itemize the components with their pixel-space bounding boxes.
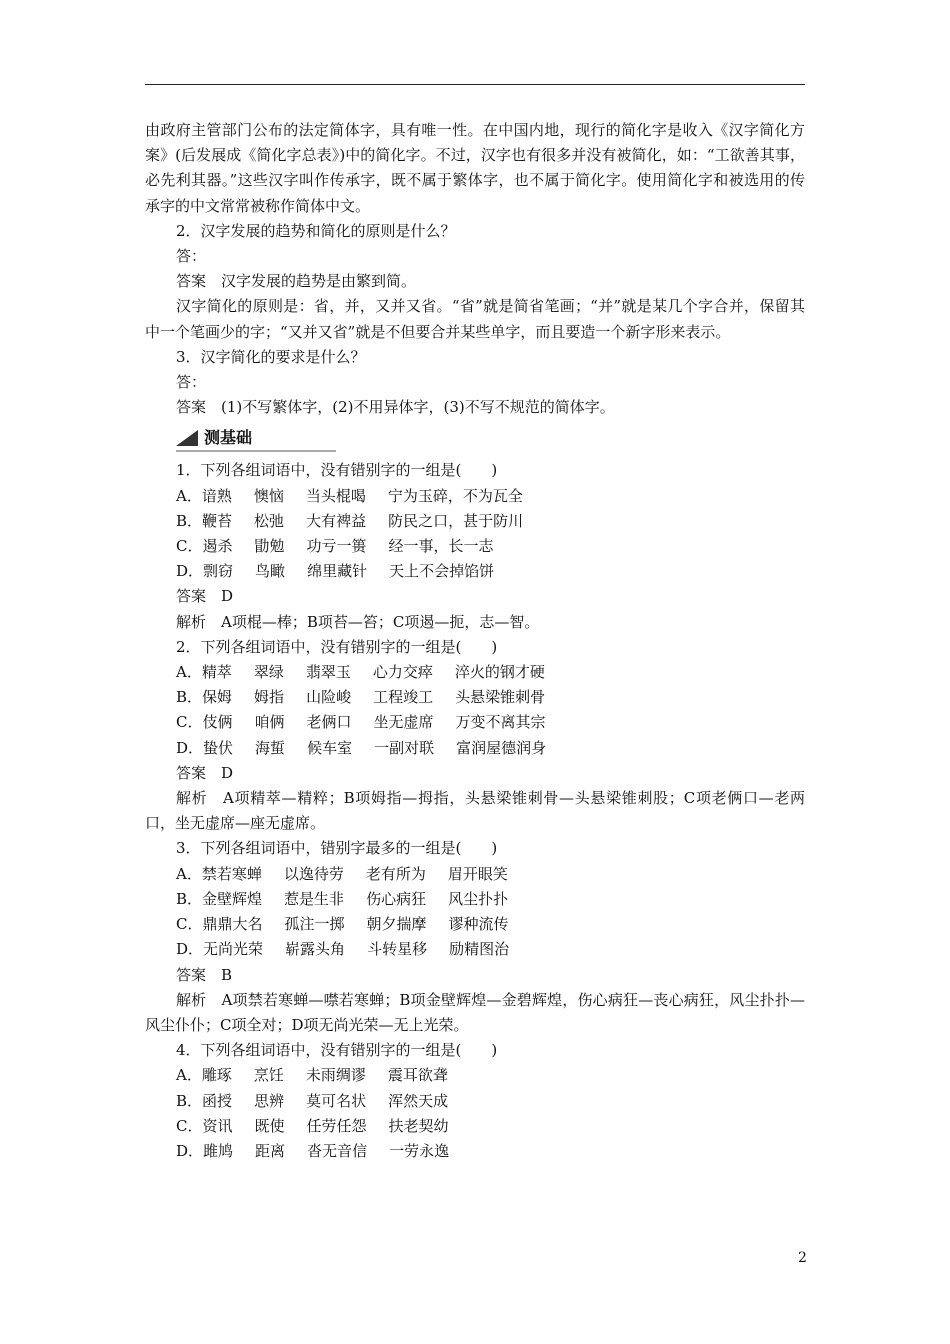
option-word: 雎鸠: [203, 1141, 234, 1160]
option-word: 惹是生非: [284, 889, 345, 908]
option-word: 翡翠玉: [305, 663, 351, 682]
exercise-question: 4．下列各组词语中，没有错别字的一组是( ): [176, 1041, 498, 1060]
option-word: 老有所为: [365, 864, 426, 883]
option-word: 保姆: [202, 688, 233, 707]
option-word: 伤心病狂: [366, 889, 427, 908]
exercise-option: [145, 710, 805, 735]
exercise-option: [145, 1063, 805, 1088]
option-word: 翠绿: [253, 663, 284, 682]
page-content: [145, 118, 805, 1164]
option-letter: D．: [176, 1141, 204, 1160]
option-word: 头悬梁锥刺骨: [455, 688, 546, 707]
exercise-option: [145, 1089, 805, 1114]
option-word: 绵里藏针: [307, 562, 368, 581]
option-word: 金壁辉煌: [202, 889, 263, 908]
option-word: 未雨绸谬: [305, 1066, 366, 1085]
option-word: 功亏一篑: [306, 537, 367, 556]
exercise-option: [145, 660, 805, 685]
exercise-option: [145, 736, 805, 761]
option-word: 资讯: [202, 1116, 233, 1135]
option-word: 遏杀: [202, 537, 233, 556]
exercise-list: [145, 458, 805, 1164]
option-word: 坐无虚席: [373, 713, 434, 732]
exercise-option: [145, 509, 805, 534]
q2-question: 2．汉字发展的趋势和简化的原则是什么？: [176, 221, 456, 240]
option-word: 蛰伏: [203, 738, 234, 757]
option-word: 孤注一掷: [284, 915, 345, 934]
option-word: 精萃: [201, 663, 232, 682]
intro-paragraph: 由政府主管部门公布的法定简体字，具有唯一性。在中国内地，现行的简化字是收入《汉字简化方案》(后发展成《简化字总表》)中的简化字。不过，汉字也有很多并没有被简化，如：“工欲善其事，必先利其器。”这些汉字叫作传承字，既不属于繁体字，也不属于简化字。使用简化字和被选用的传承字的中文常常被称作简体中文。: [145, 121, 805, 215]
q2-answer-prompt: 答：: [176, 247, 207, 266]
q3-answer: 答案 (1)不写繁体字，(2)不用异体字，(3)不写不规范的简体字。: [176, 398, 615, 417]
option-letter: A．: [176, 486, 202, 505]
option-letter: A．: [176, 663, 202, 682]
option-word: 震耳欲聋: [387, 1066, 448, 1085]
option-letter: B．: [176, 889, 203, 908]
section-underline: [176, 450, 336, 452]
option-word: 工程竣工: [373, 688, 434, 707]
exercise-answer: 答案 D: [176, 763, 234, 782]
option-word: 山险峻: [306, 688, 352, 707]
exercise-option: [145, 534, 805, 559]
exercise-question: 2．下列各组词语中，没有错别字的一组是( ): [176, 637, 498, 656]
option-word: 沓无音信: [307, 1141, 368, 1160]
exercise-option: [145, 1114, 805, 1139]
option-word: 谬种流传: [448, 915, 509, 934]
option-letter: B．: [176, 688, 203, 707]
exercise-question: 1．下列各组词语中，没有错别字的一组是( ): [176, 461, 498, 480]
exercise-option: [145, 685, 805, 710]
option-letter: A．: [176, 864, 202, 883]
option-word: 朝夕揣摩: [366, 915, 427, 934]
option-word: 姆指: [254, 688, 285, 707]
q3-answer-prompt: 答：: [176, 373, 207, 392]
option-letter: D．: [176, 562, 204, 581]
exercise-analysis: 解析 A项精萃—精粹；B项姆指—拇指，头悬梁锥刺骨—头悬梁锥刺股；C项老俩口—老两口，坐无虚席—座无虚席。: [145, 789, 805, 833]
exercise-question: 3．下列各组词语中，错别字最多的一组是( ): [176, 839, 498, 858]
option-word: 伎俩: [202, 713, 233, 732]
exercise-option: [145, 887, 805, 912]
option-word: 剽窃: [203, 562, 234, 581]
triangle-icon: [176, 430, 198, 446]
option-word: 浑然天成: [388, 1091, 449, 1110]
exercise-answer: 答案 D: [176, 587, 234, 606]
option-letter: C．: [176, 915, 203, 934]
option-word: 勖勉: [254, 537, 285, 556]
exercise-option: [145, 484, 805, 509]
option-word: 经一事，长一志: [388, 537, 494, 556]
option-word: 当头棍喝: [305, 486, 366, 505]
option-letter: A．: [176, 1066, 202, 1085]
option-word: 候车室: [307, 738, 353, 757]
option-letter: C．: [176, 537, 203, 556]
option-word: 无尚光荣: [203, 940, 264, 959]
option-word: 懊恼: [253, 486, 284, 505]
option-word: 松弛: [254, 511, 285, 530]
option-word: 富润屋德润身: [456, 738, 547, 757]
option-word: 一副对联: [374, 738, 435, 757]
option-word: 任劳任怨: [306, 1116, 367, 1135]
exercise-option: [145, 937, 805, 962]
option-word: 谙熟: [201, 486, 232, 505]
exercise-analysis: 解析 A项棍—棒；B项苔—笞；C项遏—扼，志—智。: [176, 612, 540, 631]
option-word: 以逸待劳: [283, 864, 344, 883]
option-word: 老俩口: [306, 713, 352, 732]
option-word: 一劳永逸: [389, 1141, 450, 1160]
option-letter: D．: [176, 940, 204, 959]
option-letter: B．: [176, 511, 203, 530]
option-word: 心力交瘁: [372, 663, 433, 682]
exercise-option: [145, 862, 805, 887]
option-word: 函授: [202, 1091, 233, 1110]
option-word: 既使: [254, 1116, 285, 1135]
option-letter: D．: [176, 738, 204, 757]
option-word: 鞭苔: [202, 511, 233, 530]
option-word: 思辨: [254, 1091, 285, 1110]
exercise-option: [145, 912, 805, 937]
exercise-analysis: 解析 A项禁若寒蝉—噤若寒蝉；B项金壁辉煌—金碧辉煌，伤心病狂—丧心病狂，风尘扑扑—风尘仆仆；C项全对；D项无尚光荣—无上光荣。: [145, 990, 805, 1034]
exercise-option: [145, 559, 805, 584]
option-letter: C．: [176, 1116, 203, 1135]
option-word: 天上不会掉馅饼: [389, 562, 495, 581]
page-number: 2: [798, 1250, 807, 1266]
option-word: 风尘扑扑: [448, 889, 509, 908]
option-word: 励精图治: [449, 940, 510, 959]
option-word: 鼎鼎大名: [202, 915, 263, 934]
option-word: 距离: [255, 1141, 286, 1160]
option-word: 咱俩: [254, 713, 285, 732]
option-word: 崭露头角: [285, 940, 346, 959]
option-letter: C．: [176, 713, 203, 732]
option-word: 扶老契幼: [388, 1116, 449, 1135]
option-word: 莫可名状: [306, 1091, 367, 1110]
option-word: 斗转星移: [367, 940, 428, 959]
option-word: 宁为玉碎，不为瓦全: [387, 486, 523, 505]
exercise-option: [145, 1139, 805, 1164]
option-word: 禁若寒蝉: [201, 864, 262, 883]
option-word: 大有裨益: [306, 511, 367, 530]
option-word: 淬火的钢才硬: [454, 663, 545, 682]
option-word: 眉开眼笑: [447, 864, 508, 883]
q2-principle: 汉字简化的原则是：省，并，又并又省。“省”就是简省笔画；“并”就是某几个字合并，保留其中一个笔画少的字；“又并又省”就是不但要合并某些单字，而且要造一个新字形来表示。: [145, 297, 805, 341]
option-word: 海蜇: [255, 738, 286, 757]
option-word: 万变不离其宗: [455, 713, 546, 732]
header-rule: [145, 84, 805, 85]
q3-question: 3．汉字简化的要求是什么？: [176, 347, 366, 366]
option-word: 雕琢: [201, 1066, 232, 1085]
section-title: 测基础: [204, 428, 253, 448]
exercise-answer: 答案 B: [176, 965, 233, 984]
q2-answer: 答案 汉字发展的趋势是由繁到简。: [176, 272, 417, 291]
option-word: 烹饪: [253, 1066, 284, 1085]
option-letter: B．: [176, 1091, 203, 1110]
section-header: [176, 424, 805, 454]
option-word: 防民之口，甚于防川: [388, 511, 524, 530]
option-word: 鸟瞰: [255, 562, 286, 581]
